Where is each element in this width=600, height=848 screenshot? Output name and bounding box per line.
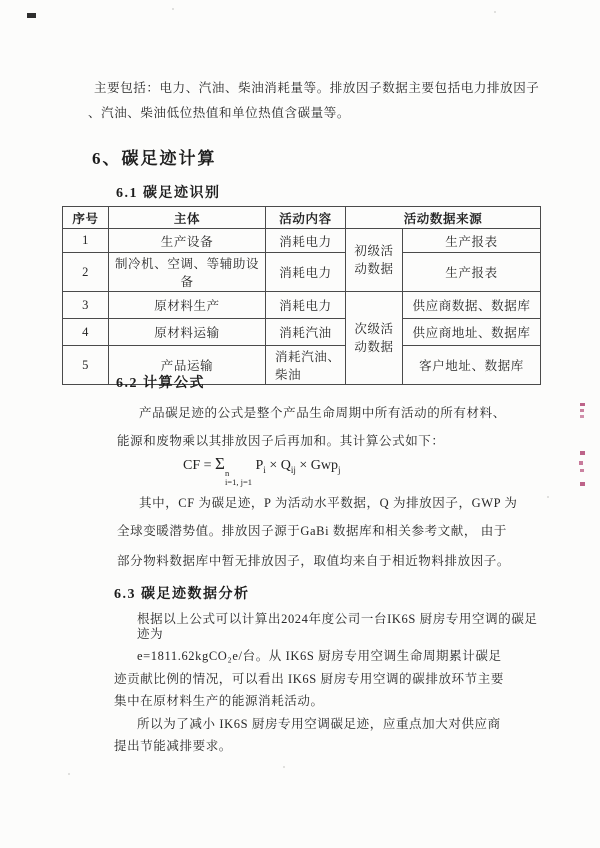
body-line: 产品碳足迹的公式是整个产品生命周期中所有活动的所有材料、 xyxy=(139,406,506,420)
cell-source: 生产报表 xyxy=(403,229,541,253)
cell-activity: 消耗汽油、柴油 xyxy=(266,346,346,385)
cell-subject: 生产设备 xyxy=(109,229,266,253)
table-row xyxy=(63,292,541,319)
cell-group-secondary: 次级活动数据 xyxy=(346,292,403,385)
carbon-footprint-identification-table xyxy=(62,206,541,385)
scan-pink-mark xyxy=(580,409,584,412)
scan-speck xyxy=(547,496,549,498)
sigma-lower: i=1, j=1 xyxy=(224,476,252,487)
formula-times: × xyxy=(265,458,281,473)
body-line: 部分物料数据库中暂无排放因子，取值均来自于相近物料排放因子。 xyxy=(117,554,511,568)
body-line: 迹贡献比例的情况，可以看出 IK6S 厨房专用空调的碳排放环节主要 xyxy=(114,672,504,686)
section-6-2-heading: 6.2 计算公式 xyxy=(116,376,205,391)
body-line: 全球变暖潜势值。排放因子源于GaBi 数据库和相关参考文献， 由于 xyxy=(117,524,507,538)
header-subject: 主体 xyxy=(109,207,266,229)
section-6-3-heading: 6.3 碳足迹数据分析 xyxy=(114,587,250,602)
cell-subject: 原材料生产 xyxy=(109,292,266,319)
scan-speck xyxy=(172,8,174,10)
table-header-row xyxy=(63,207,541,229)
scan-pink-mark xyxy=(580,403,585,406)
header-source: 活动数据来源 xyxy=(346,207,541,229)
sigma-symbol: Σ xyxy=(215,454,225,473)
body-line: 提出节能减排要求。 xyxy=(114,739,232,753)
body-line: 迹为 xyxy=(137,627,164,641)
cell-source: 供应商数据、数据库 xyxy=(403,292,541,319)
intro-line: 、汽油、柴油低位热值和单位热值含碳量等。 xyxy=(88,106,351,120)
formula-p-sub: i xyxy=(263,464,266,475)
sigma-upper: n xyxy=(224,468,230,478)
header-activity: 活动内容 xyxy=(266,207,346,229)
body-line: e=1811.62kgCO₂e/台。从 IK6S 厨房专用空调生命周期累计碳足 xyxy=(137,649,502,663)
cell-subject: 产品运输 xyxy=(109,346,266,385)
body-line: 集中在原材料生产的能源消耗活动。 xyxy=(114,694,324,708)
cell-activity: 消耗电力 xyxy=(266,292,346,319)
section-6-heading: 6、碳足迹计算 xyxy=(92,149,217,168)
header-no: 序号 xyxy=(63,207,109,229)
cell-source: 生产报表 xyxy=(403,253,541,292)
scan-speck xyxy=(283,766,285,768)
formula-q: Q xyxy=(280,458,291,473)
intro-line: 主要包括：电力、汽油、柴油消耗量等。排放因子数据主要包括电力排放因子 xyxy=(94,81,540,95)
body-line: 能源和废物乘以其排放因子后再加和。其计算公式如下： xyxy=(117,434,445,448)
formula-gwp-sub: j xyxy=(338,464,341,475)
body-line: 根据以上公式可以计算出2024年度公司一台IK6S 厨房专用空调的碳足 xyxy=(137,612,538,626)
cell-activity: 消耗汽油 xyxy=(266,319,346,346)
cell-source: 供应商地址、数据库 xyxy=(403,319,541,346)
cell-activity: 消耗电力 xyxy=(266,229,346,253)
cell-activity: 消耗电力 xyxy=(266,253,346,292)
cell-no: 1 xyxy=(63,229,109,253)
cell-no: 2 xyxy=(63,253,109,292)
cell-no: 3 xyxy=(63,292,109,319)
scan-pink-mark xyxy=(580,482,585,486)
table-row xyxy=(63,253,541,292)
cell-source: 客户地址、数据库 xyxy=(403,346,541,385)
formula-gwp: Gwp xyxy=(310,458,338,473)
formula-lhs: CF = xyxy=(183,458,216,473)
cell-group-primary: 初级活动数据 xyxy=(346,229,403,292)
scan-artifact-mark xyxy=(27,13,36,18)
scan-pink-mark xyxy=(579,461,583,465)
carbon-footprint-formula xyxy=(183,454,341,486)
section-6-1-heading: 6.1 碳足迹识别 xyxy=(116,186,221,201)
scan-speck xyxy=(68,773,70,775)
formula-times: × xyxy=(295,458,311,473)
sigma-limits xyxy=(225,469,252,486)
scan-pink-mark xyxy=(580,469,584,472)
body-line: 其中，CF 为碳足迹，P 为活动水平数据，Q 为排放因子，GWP 为 xyxy=(139,496,518,510)
formula-q-sub: ij xyxy=(290,464,296,475)
scan-pink-mark xyxy=(580,451,585,455)
table-row xyxy=(63,229,541,253)
scan-pink-mark xyxy=(580,415,584,418)
cell-no: 4 xyxy=(63,319,109,346)
cell-no: 5 xyxy=(63,346,109,385)
body-line: 所以为了减小 IK6S 厨房专用空调碳足迹，应重点加大对供应商 xyxy=(137,717,501,731)
cell-subject: 原材料运输 xyxy=(109,319,266,346)
table-row xyxy=(63,319,541,346)
formula-p: P xyxy=(252,458,264,473)
scan-speck xyxy=(494,11,496,13)
cell-subject: 制冷机、空调、等辅助设备 xyxy=(109,253,266,292)
